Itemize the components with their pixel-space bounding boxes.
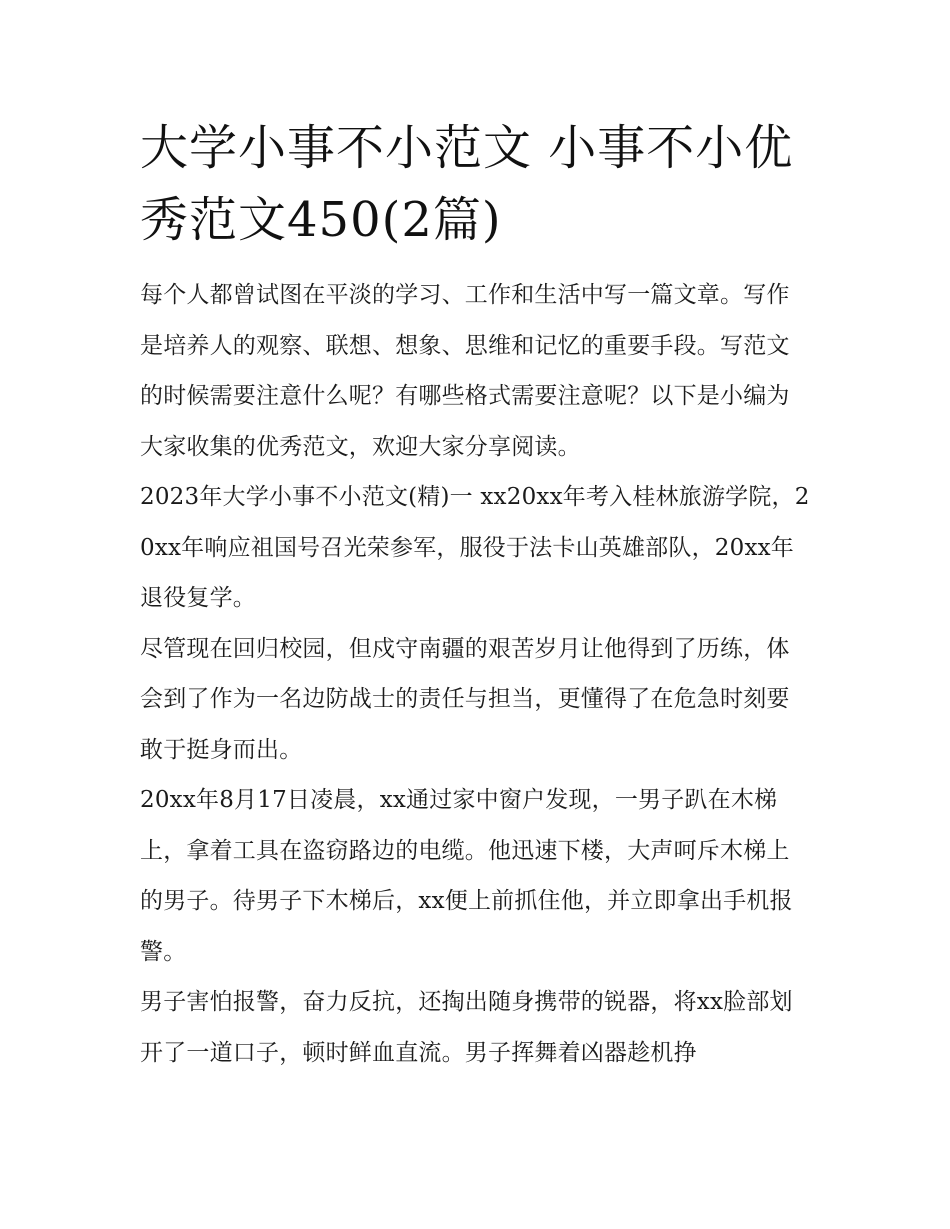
paragraph-campus: 尽管现在回归校园，但戍守南疆的艰苦岁月让他得到了历练，体会到了作为一名边防战士的责任与担当，更懂得了在危急时刻要敢于挺身而出。 bbox=[140, 635, 790, 763]
intro-paragraph: 每个人都曾试图在平淡的学习、工作和生活中写一篇文章。写作是培养人的观察、联想、想象、思维和记忆的重要手段。写范文的时候需要注意什么呢？有哪些格式需要注意呢？以下是小编为大家收集的优秀范文，欢迎大家分享阅读。 bbox=[140, 282, 790, 460]
paragraph-incident: 20xx年8月17日凌晨，xx通过家中窗户发现，一男子趴在木梯上，拿着工具在盗窃路边的电缆。他迅速下楼，大声呵斥木梯上的男子。待男子下木梯后，xx便上前抓住他，并立即拿出手机报警。 bbox=[140, 787, 793, 965]
paragraph-profile: 2023年大学小事不小范文(精)一 xx20xx年考入桂林旅游学院，20xx年响应祖国号召光荣参军，服役于法卡山英雄部队，20xx年退役复学。 bbox=[140, 484, 810, 611]
document-title: 大学小事不小范文 小事不小优秀范文450(2篇) bbox=[140, 120, 794, 248]
document-body bbox=[140, 112, 812, 1078]
paragraph-struggle: 男子害怕报警，奋力反抗，还掏出随身携带的锐器，将xx脸部划开了一道口子，顿时鲜血直流。男子挥舞着凶器趁机挣 bbox=[140, 989, 793, 1066]
